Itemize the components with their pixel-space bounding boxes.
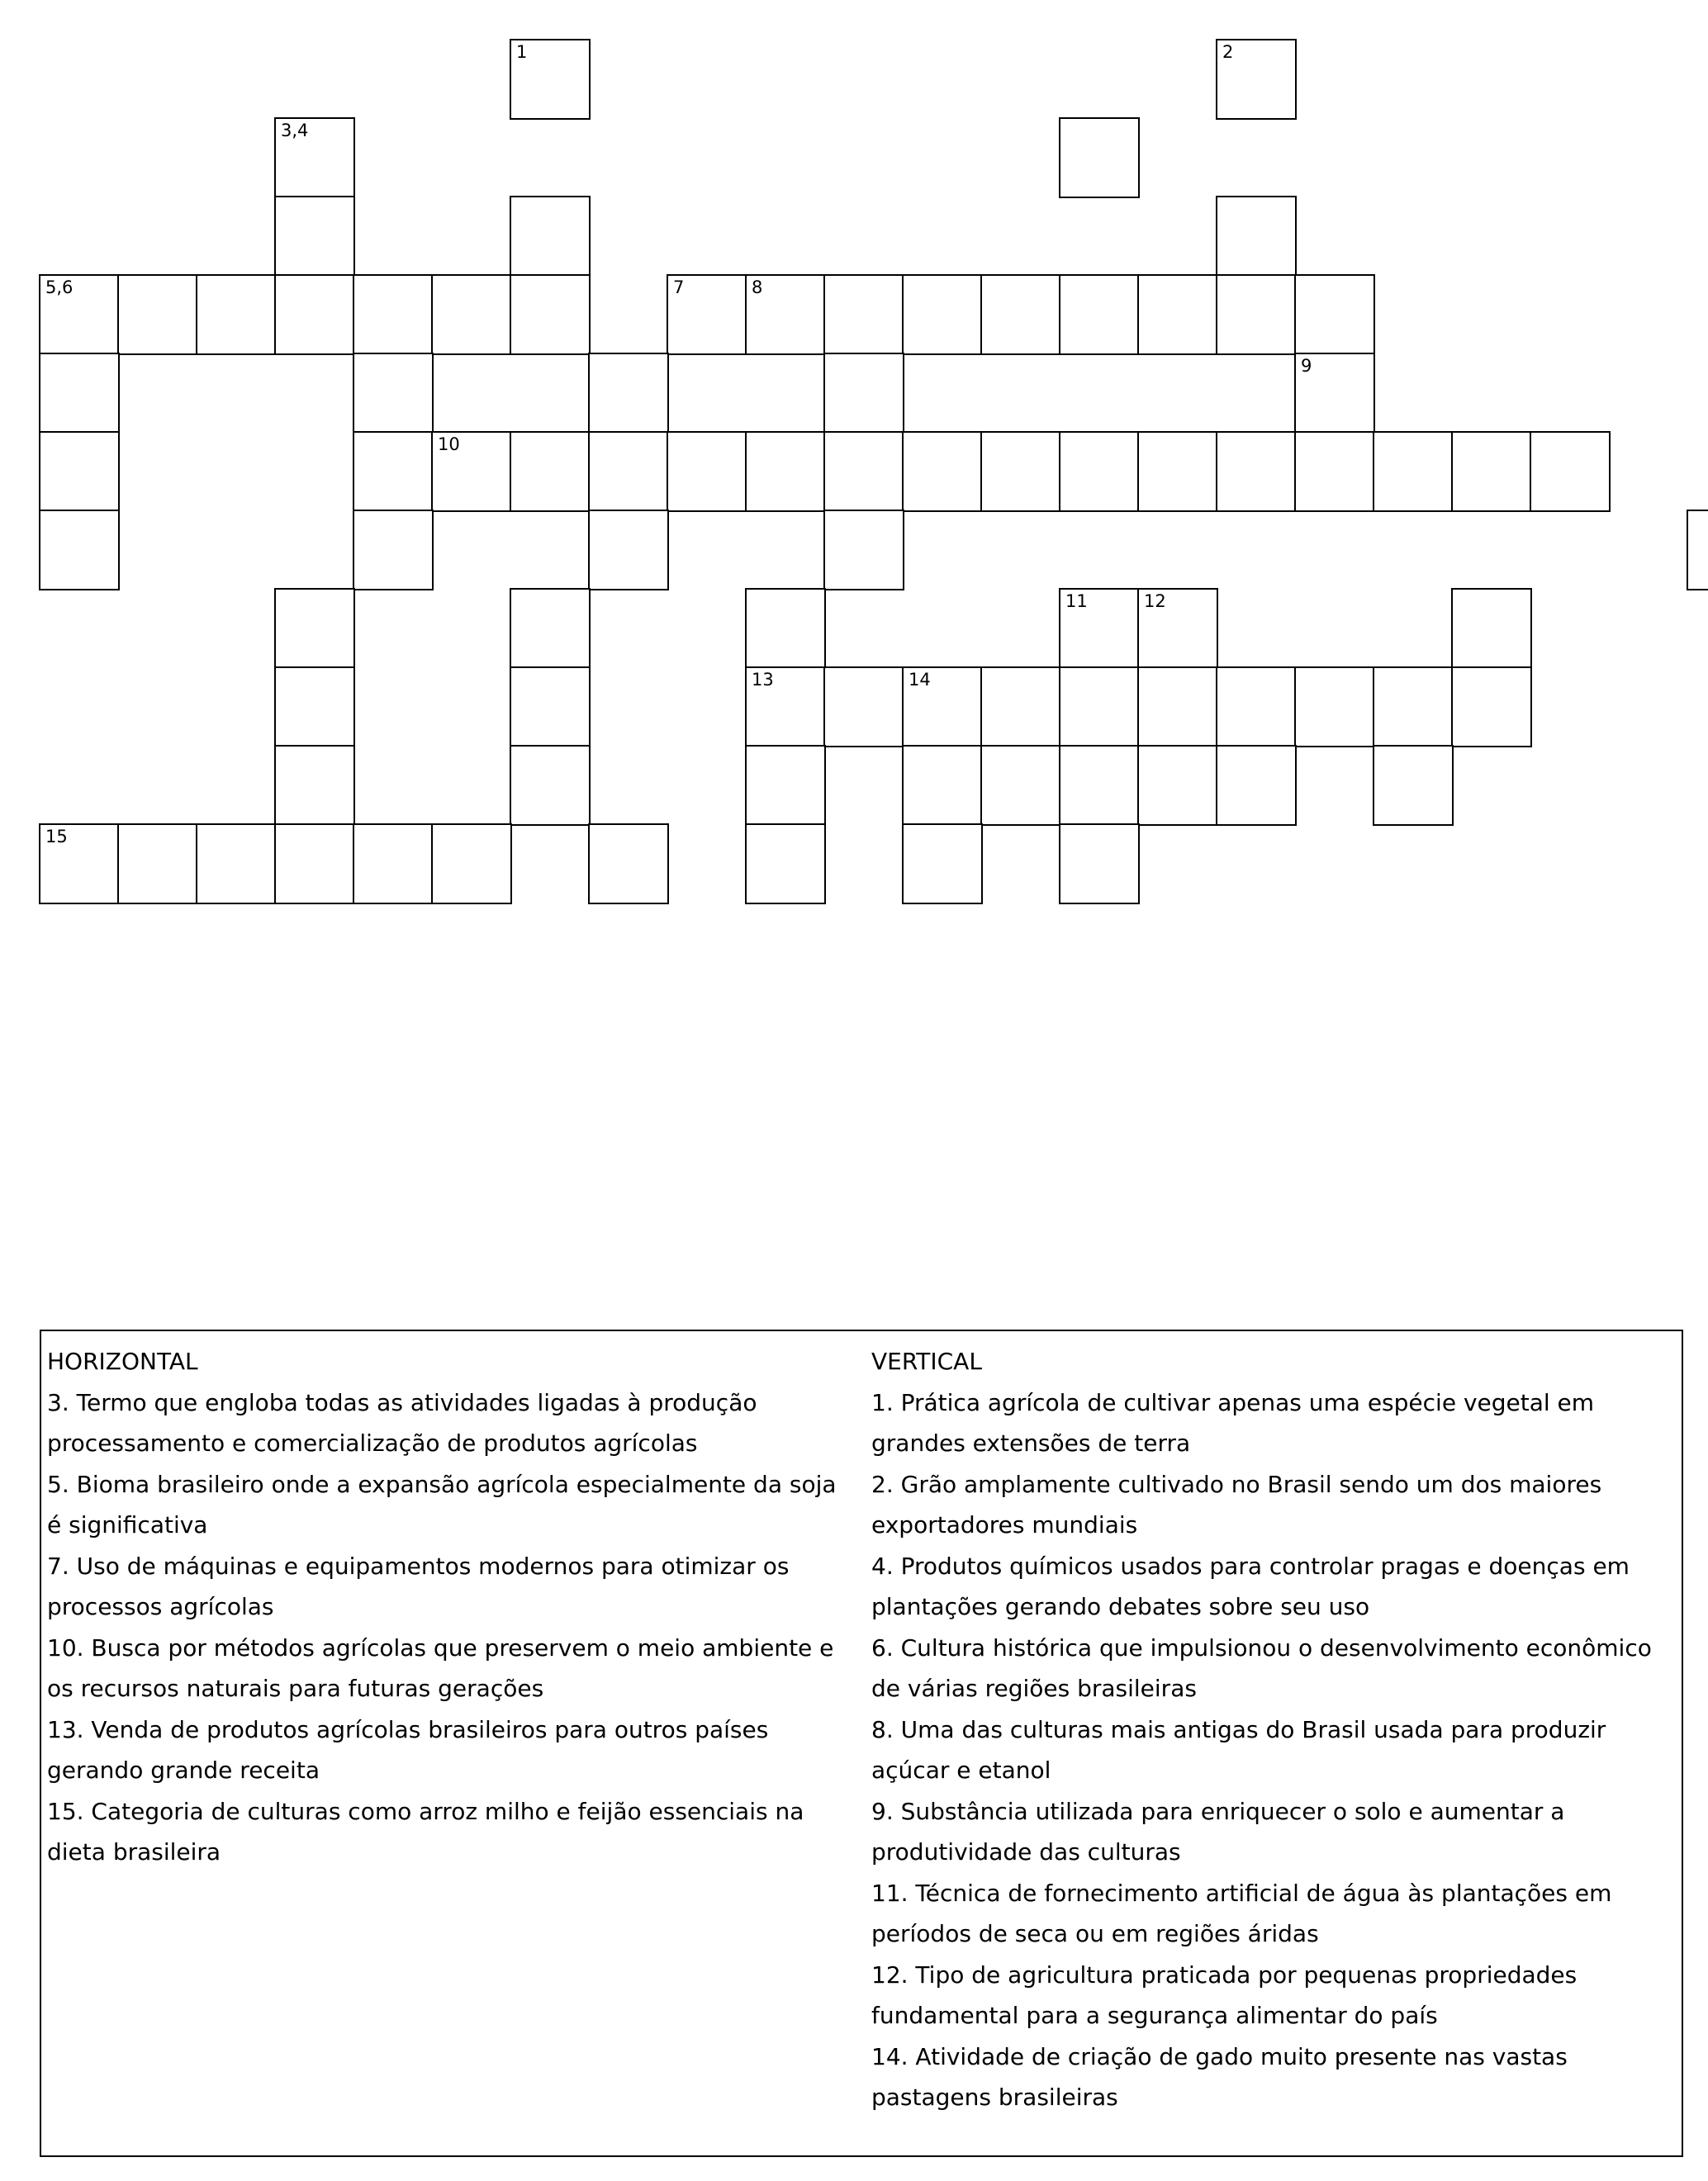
crossword-cell[interactable]: [903, 746, 982, 825]
crossword-cell-9[interactable]: [1295, 353, 1374, 433]
horizontal-clue: 7. Uso de máquinas e equipamentos modernos para otimizar os processos agrícolas: [47, 1552, 790, 1620]
crossword-cell[interactable]: [903, 824, 982, 903]
clue-number: 13: [752, 670, 774, 690]
crossword-cell[interactable]: [118, 275, 197, 354]
clue-number: 12: [1144, 591, 1166, 611]
crossword-cell[interactable]: [1138, 746, 1217, 825]
vertical-clue: 8. Uma das culturas mais antigas do Brasil usada para produzir açúcar e etanol: [871, 1715, 1606, 1784]
clue-number: 15: [45, 827, 68, 846]
clue-number: 10: [438, 434, 460, 454]
crossword-cell-10[interactable]: [432, 432, 511, 511]
clue-number: 2: [1222, 42, 1234, 62]
crossword-cell[interactable]: [1217, 746, 1296, 825]
crossword-cell[interactable]: [1452, 667, 1531, 747]
vertical-clue: 11. Técnica de fornecimento artificial de água às plantações em períodos de seca ou em regiões áridas: [871, 1879, 1612, 1947]
crossword-cell[interactable]: [824, 275, 904, 354]
crossword-cell[interactable]: [1295, 667, 1374, 747]
crossword-cell-7[interactable]: [667, 275, 747, 354]
crossword-cell[interactable]: [824, 510, 904, 590]
crossword-cell[interactable]: [510, 432, 590, 511]
vertical-clue: 12. Tipo de agricultura praticada por pequenas propriedades fundamental para a segurança alimentar do país: [871, 1961, 1578, 2029]
horizontal-clue: 10. Busca por métodos agrícolas que preservem o meio ambiente e os recursos naturais para futuras gerações: [47, 1633, 834, 1702]
crossword-cell[interactable]: [353, 353, 433, 433]
crossword-cell[interactable]: [746, 746, 825, 825]
horizontal-clue: 5. Bioma brasileiro onde a expansão agrícola especialmente da soja é significativa: [47, 1470, 837, 1539]
crossword-cell[interactable]: [353, 275, 433, 354]
vertical-heading: VERTICAL: [871, 1348, 982, 1375]
crossword-cell[interactable]: [746, 824, 825, 903]
crossword-cell[interactable]: [589, 353, 668, 433]
crossword-cell[interactable]: [197, 275, 276, 354]
crossword-cell[interactable]: [510, 589, 590, 668]
crossword-cell[interactable]: [1295, 432, 1374, 511]
crossword-cell[interactable]: [40, 432, 119, 511]
crossword-cell[interactable]: [1374, 746, 1453, 825]
crossword-cell[interactable]: [510, 746, 590, 825]
crossword-cell[interactable]: [746, 589, 825, 668]
clue-number: 14: [909, 670, 931, 690]
crossword-cell[interactable]: [510, 275, 590, 354]
clue-number: 3,4: [281, 121, 309, 140]
crossword-cell[interactable]: [1138, 432, 1217, 511]
crossword-cell[interactable]: [824, 667, 904, 747]
crossword-cell[interactable]: [1295, 275, 1374, 354]
crossword-cell[interactable]: [275, 275, 354, 354]
crossword-cell[interactable]: [1217, 432, 1296, 511]
crossword-cell[interactable]: [981, 746, 1060, 825]
crossword-cell-3-4[interactable]: [275, 118, 354, 197]
horizontal-clue: 13. Venda de produtos agrícolas brasileiros para outros países gerando grande receita: [47, 1715, 769, 1784]
crossword-cell[interactable]: [1217, 667, 1296, 747]
crossword-cell[interactable]: [903, 432, 982, 511]
crossword-cell[interactable]: [589, 432, 668, 511]
crossword-cell[interactable]: [1060, 824, 1139, 903]
clue-number: 8: [752, 277, 763, 297]
vertical-clue: 6. Cultura histórica que impulsionou o desenvolvimento econômico de várias regiões brasileiras: [871, 1633, 1652, 1702]
crossword-cell-13[interactable]: [746, 667, 825, 747]
crossword-cell[interactable]: [981, 432, 1060, 511]
crossword-cell[interactable]: [275, 589, 354, 668]
crossword-cell[interactable]: [40, 510, 119, 590]
crossword-cell[interactable]: [1060, 275, 1139, 354]
crossword-cell[interactable]: [589, 510, 668, 590]
crossword-cell[interactable]: [432, 824, 511, 903]
crossword-cell[interactable]: [1687, 510, 1708, 590]
crossword-cell[interactable]: [824, 353, 904, 433]
crossword-cell[interactable]: [353, 510, 433, 590]
clue-number: 11: [1065, 591, 1088, 611]
crossword-cell[interactable]: [1060, 118, 1139, 197]
crossword-cell[interactable]: [981, 275, 1060, 354]
vertical-clue: 4. Produtos químicos usados para controlar pragas e doenças em plantações gerando debates sobre seu uso: [871, 1552, 1630, 1620]
crossword-cell[interactable]: [1374, 667, 1453, 747]
crossword-cell[interactable]: [746, 432, 825, 511]
crossword-cell[interactable]: [1217, 197, 1296, 276]
crossword-cell[interactable]: [903, 275, 982, 354]
crossword-cell[interactable]: [981, 667, 1060, 747]
crossword-cell[interactable]: [1217, 275, 1296, 354]
crossword-cell-11[interactable]: [1060, 589, 1139, 668]
vertical-clue: 14. Atividade de criação de gado muito presente nas vastas pastagens brasileiras: [871, 2042, 1568, 2111]
crossword-cell[interactable]: [40, 353, 119, 433]
crossword-cell[interactable]: [510, 197, 590, 276]
crossword-cell[interactable]: [824, 432, 904, 511]
crossword-cell[interactable]: [667, 432, 747, 511]
crossword-cell[interactable]: [1374, 432, 1453, 511]
crossword-cell[interactable]: [1060, 746, 1139, 825]
crossword-cell[interactable]: [1060, 667, 1139, 747]
crossword-cell[interactable]: [275, 197, 354, 276]
vertical-clue: 9. Substância utilizada para enriquecer o solo e aumentar a produtividade das culturas: [871, 1797, 1565, 1866]
crossword-cell[interactable]: [275, 746, 354, 825]
clue-number: 5,6: [45, 277, 74, 297]
crossword-cell[interactable]: [1060, 432, 1139, 511]
crossword-cell-1[interactable]: [510, 40, 590, 119]
crossword-cell-14[interactable]: [903, 667, 982, 747]
crossword-cell[interactable]: [197, 824, 276, 903]
horizontal-clue: 15. Categoria de culturas como arroz milho e feijão essenciais na dieta brasileira: [47, 1797, 804, 1866]
crossword-cell-8[interactable]: [746, 275, 825, 354]
crossword-cell-5-6[interactable]: [40, 275, 119, 354]
clue-number: 1: [516, 42, 528, 62]
crossword-cell[interactable]: [275, 824, 354, 903]
crossword-cell[interactable]: [432, 275, 511, 354]
crossword-cell[interactable]: [353, 432, 433, 511]
crossword-cell[interactable]: [118, 824, 197, 903]
crossword-cell-12[interactable]: [1138, 589, 1217, 668]
crossword-cell[interactable]: [1530, 432, 1610, 511]
crossword-cell[interactable]: [1452, 589, 1531, 668]
crossword-cell[interactable]: [1452, 432, 1531, 511]
horizontal-clue: 3. Termo que engloba todas as atividades ligadas à produção processamento e comercialização de produtos agrícolas: [47, 1388, 757, 1457]
clue-number: 7: [673, 277, 685, 297]
crossword-cell[interactable]: [1138, 667, 1217, 747]
vertical-clues-column: [871, 1341, 1681, 2118]
clue-number: 9: [1301, 356, 1312, 376]
crossword-cell[interactable]: [275, 667, 354, 747]
crossword-cell-15[interactable]: [40, 824, 119, 903]
horizontal-clues-column: [47, 1341, 856, 1873]
crossword-cell[interactable]: [589, 824, 668, 903]
clue-box: [40, 1330, 1683, 2157]
vertical-clue: 1. Prática agrícola de cultivar apenas uma espécie vegetal em grandes extensões de terra: [871, 1388, 1595, 1457]
crossword-cell[interactable]: [1138, 275, 1217, 354]
crossword-cell[interactable]: [353, 824, 433, 903]
horizontal-heading: HORIZONTAL: [47, 1348, 198, 1375]
vertical-clue: 2. Grão amplamente cultivado no Brasil sendo um dos maiores exportadores mundiais: [871, 1470, 1602, 1539]
crossword-cell-2[interactable]: [1217, 40, 1296, 119]
crossword-cell[interactable]: [510, 667, 590, 747]
